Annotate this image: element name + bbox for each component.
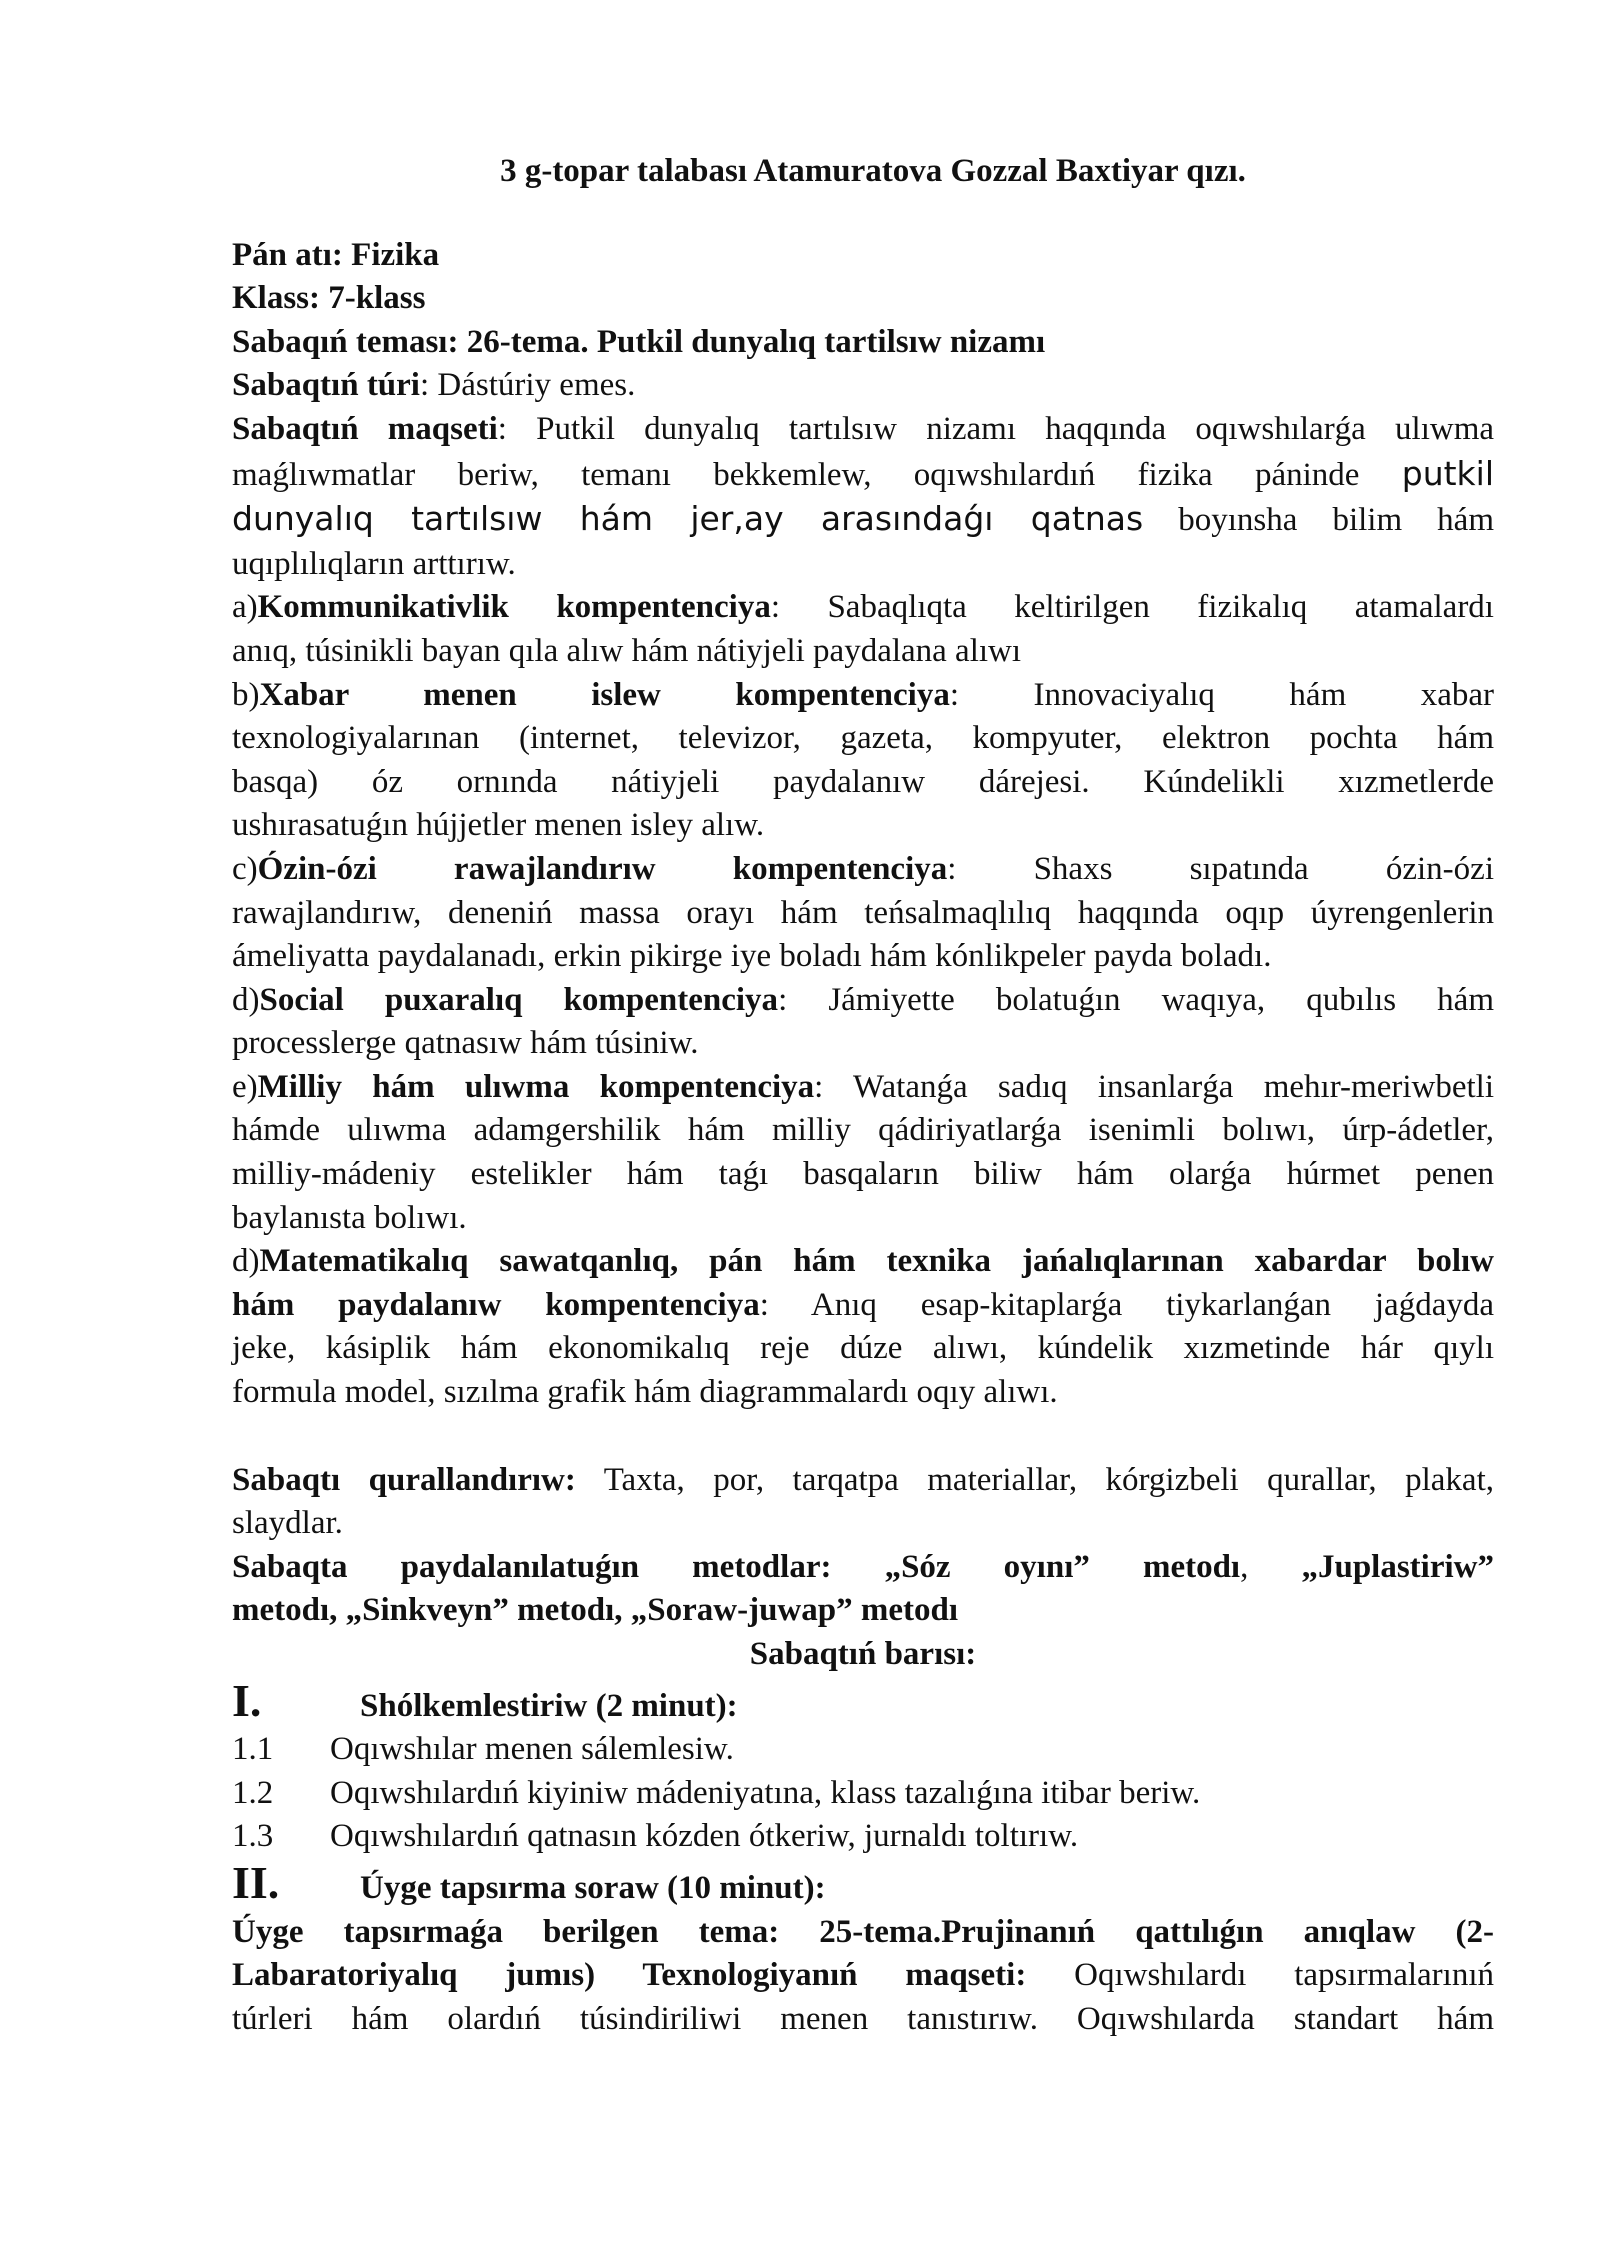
list-item: 1.3 Oqıwshılardıń qatnasın kózden ótkeriw, jurnaldı toltırıw. bbox=[232, 1818, 1079, 1855]
lesson-process-title: Sabaqtıń barısı: bbox=[749, 1636, 977, 1672]
section-homework: II. Úyge tapsırma soraw (10 minut): Úyge tapsırmaǵa berilgen tema: 25-tema.Prujinanıń qattılıǵın anıqlaw (2- Labaratoriyalıq jumıs) Texnologiyanıń maqseti: Oqıwshılardı tapsırmalarınıń túrleri hám olardıń túsindiriliwi menen tanıstırıw. Oqıwshılarda standart hám bbox=[232, 1856, 1494, 2037]
type-line bbox=[232, 364, 1494, 408]
competency-label: Matematikalıq sawatqanlıq, pán hám texnika jańalıqlarınan xabardar bolıw bbox=[259, 1243, 1494, 1280]
document-title: 3 g-topar talabası Atamuratova Gozzal Baxtiyar qızı. bbox=[500, 153, 1246, 189]
section-title: Úyge tapsırma soraw (10 minut): bbox=[360, 1869, 826, 1906]
competency-e: e)Milliy hám ulıwma kompentenciya: Watanǵa sadıq insanlarǵa mehır-meriwbetli hámde ulıwma adamgershilik hám milliy qádiriyatlarǵa isenimli bolıwı, úrp-ádetler, milliy-mádeniy estelikler hám taǵı basqaların biliw hám olarǵa húrmet penen baylanısta bolıwı. bbox=[232, 1068, 1494, 1236]
subject-line: Pán atı: Fizika bbox=[232, 236, 440, 273]
section-title: Shólkemlestiriw (2 minut): bbox=[360, 1687, 738, 1724]
goal-label: Sabaqtıń maqseti bbox=[232, 410, 498, 447]
competency-label: Kommunikativlik kompentenciya bbox=[257, 589, 771, 626]
goal-line-4: uqıplılıqların arttırıw. bbox=[232, 545, 516, 582]
competency-label: Ózin-ózi rawajlandırıw kompentenciya bbox=[257, 850, 948, 887]
goal-line-1: Sabaqtıń maqseti: Putkil dunyalıq tartılsıw nizamı haqqında oqıwshılarǵa ulıwma bbox=[232, 410, 1495, 447]
equipment-label: Sabaqtı qurallandırıw: bbox=[232, 1461, 576, 1498]
type-value: : Dástúriy emes. bbox=[419, 367, 636, 404]
section-numeral: I. bbox=[232, 1674, 262, 1726]
topic-value: 26-tema. Putkil dunyalıq tartilsıw nizamı bbox=[458, 323, 1046, 360]
competency-c: c)Ózin-ózi rawajlandırıw kompentenciya: Shaxs sıpatında ózin-ózi rawajlandırıw, deneniń massa orayı hám teńsalmaqlılıq haqqında oqıp úyrengenlerin ámeliyatta paydalanadı, erkin pikirge iye boladı hám kónlikpeler payda boladı. bbox=[232, 850, 1494, 975]
goal-paragraph bbox=[232, 408, 1494, 586]
document-page bbox=[232, 150, 1494, 2041]
competency-math: d)Matematikalıq sawatqanlıq, pán hám texnika jańalıqlarınan xabardar bolıw hám paydalanıw kompentenciya: Anıq esap-kitaplarǵa tiykarlanǵan jaǵdayda jeke, kásiplik hám ekonomikalıq reje dúze alıwı, kúndelik xızmetinde hár qıylı formula model, sızılma grafik hám diagrammalardı oqıy alıwı. bbox=[232, 1243, 1494, 1411]
class-line: Klass: 7-klass bbox=[232, 280, 426, 317]
goal-line-3: dunyalıq tartılsıw hám jer,ay arasındaǵı qatnas boyınsha bilim hám bbox=[232, 499, 1494, 539]
type-label: Sabaqtıń túri bbox=[232, 367, 420, 404]
section-organization bbox=[232, 1674, 1494, 1859]
equipment-paragraph: Sabaqtı qurallandırıw: Taxta, por, tarqatpa materiallar, kórgizbeli qurallar, plakat, slaydlar. bbox=[232, 1461, 1494, 1542]
list-item: 1.1 Oqıwshılar menen sálemlesiw. bbox=[232, 1731, 734, 1768]
competency-label: Social puxaralıq kompentenciya bbox=[259, 981, 779, 1018]
competency-label: Xabar menen islew kompentenciya bbox=[259, 676, 950, 713]
competency-a: a)Kommunikativlik kompentenciya: Sabaqlıqta keltirilgen fizikalıq atamalardı anıq, túsinikli bayan qıla alıw hám nátiyjeli paydalana alıwı bbox=[232, 589, 1494, 669]
competency-d: d)Social puxaralıq kompentenciya: Jámiyette bolatuǵın waqıya, qubılıs hám processlerge qatnasıw hám túsiniw. bbox=[232, 981, 1494, 1062]
section-numeral: II. bbox=[232, 1856, 280, 1908]
topic-label: Sabaqıń teması: bbox=[232, 323, 459, 360]
goal-line-2: maǵlıwmatlar beriw, temanı bekkemlew, oqıwshılardıń fizika páninde putkil bbox=[232, 453, 1494, 493]
competency-b: b)Xabar menen islew kompentenciya: Innovaciyalıq hám xabar texnologiyalarınan (internet, televizor, gazeta, kompyuter, elektron pochta hám basqa) óz ornında nátiyjeli paydalanıw dárejesi. Kúndelikli xızmetlerde ushırasatuǵın hújjetler menen isley alıw. bbox=[232, 676, 1494, 844]
list-item: 1.2 Oqıwshılardıń kiyiniw mádeniyatına, klass tazalıǵına itibar beriw. bbox=[232, 1774, 1201, 1811]
competency-label: Milliy hám ulıwma kompentenciya bbox=[257, 1068, 815, 1105]
methods-paragraph: Sabaqta paydalanılatuǵın metodlar: „Sóz oyını” metodı, „Juplastiriw” metodı, „Sinkveyn” metodı, „Soraw-juwap” metodı bbox=[232, 1548, 1494, 1629]
topic-line bbox=[232, 321, 1494, 365]
